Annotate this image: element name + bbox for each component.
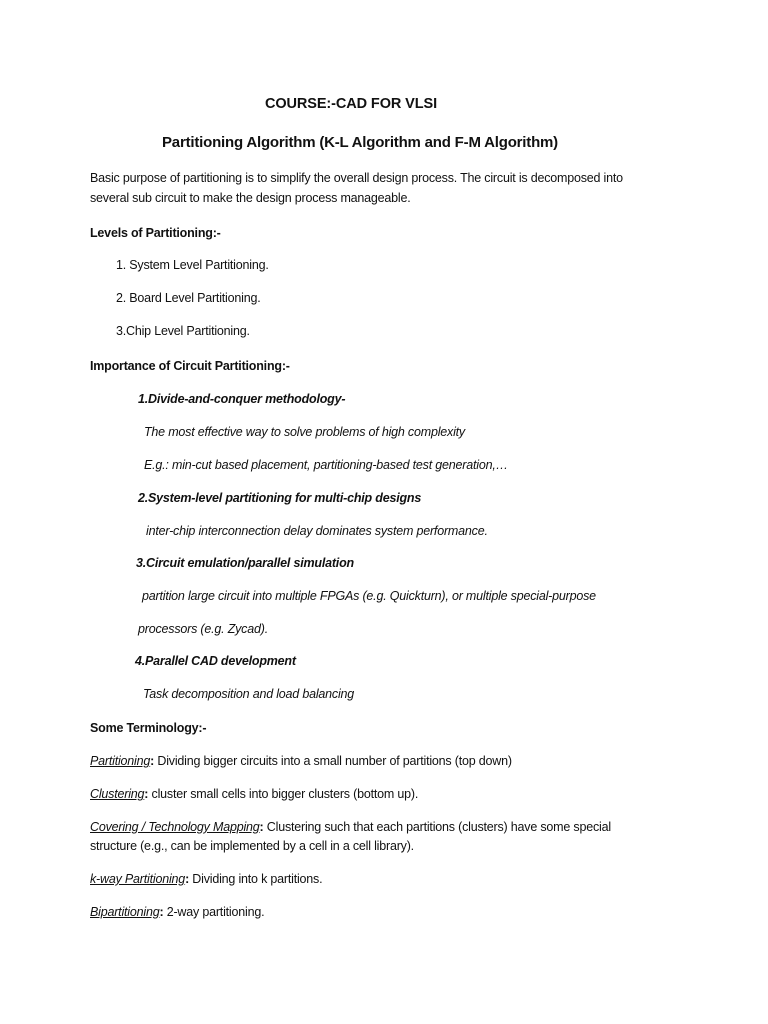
term-definition: Dividing bigger circuits into a small number of partitions (top down) <box>154 754 512 768</box>
levels-item-3: 3.Chip Level Partitioning. <box>116 324 250 338</box>
term-colon: : <box>259 820 264 834</box>
term-row-k-way <box>90 870 322 888</box>
levels-item-1: 1. System Level Partitioning. <box>116 258 269 272</box>
importance-item-3-line-1: partition large circuit into multiple FPGAs (e.g. Quickturn), or multiple special-purpose <box>142 589 596 603</box>
course-title: COURSE:-CAD FOR VLSI <box>265 96 438 112</box>
importance-item-4-line-1: Task decomposition and load balancing <box>143 687 355 701</box>
term-definition: Dividing into k partitions. <box>189 872 323 886</box>
term-row-clustering <box>90 785 418 803</box>
terminology-heading: Some Terminology:- <box>90 721 207 735</box>
term-colon: : <box>159 905 164 919</box>
term-label: Partitioning <box>90 754 151 768</box>
intro-line-1: Basic purpose of partitioning is to simplify the overall design process. The circuit is decomposed into <box>90 171 623 185</box>
term-definition: Clustering such that each partitions (clusters) have some special <box>263 820 611 834</box>
term-label: Bipartitioning <box>90 905 160 919</box>
levels-item-2: 2. Board Level Partitioning. <box>116 291 261 305</box>
term-label: k-way Partitioning <box>90 872 186 886</box>
importance-item-1-line-1: The most effective way to solve problems of high complexity <box>144 425 465 439</box>
importance-item-1-line-2: E.g.: min-cut based placement, partitioning-based test generation,… <box>144 458 508 472</box>
term-colon: : <box>144 787 149 801</box>
importance-item-2-line-1: inter-chip interconnection delay dominates system performance. <box>146 524 488 538</box>
term-label: Clustering <box>90 787 145 801</box>
importance-item-2-title: 2.System-level partitioning for multi-chip designs <box>138 491 422 505</box>
term-label: Covering / Technology Mapping <box>90 820 260 834</box>
importance-item-3-title: 3.Circuit emulation/parallel simulation <box>136 556 354 570</box>
term-definition: 2-way partitioning. <box>163 905 265 919</box>
document-title: Partitioning Algorithm (K-L Algorithm and F-M Algorithm) <box>162 134 558 151</box>
intro-line-2: several sub circuit to make the design process manageable. <box>90 191 411 205</box>
term-colon: : <box>150 754 155 768</box>
importance-heading: Importance of Circuit Partitioning:- <box>90 359 290 373</box>
term-row-covering <box>90 818 611 836</box>
levels-heading: Levels of Partitioning:- <box>90 226 221 240</box>
term-definition: cluster small cells into bigger clusters (bottom up). <box>148 787 419 801</box>
importance-item-3-line-2: processors (e.g. Zycad). <box>138 622 268 636</box>
importance-item-1-title: 1.Divide-and-conquer methodology- <box>138 392 346 406</box>
importance-item-4-title: 4.Parallel CAD development <box>135 654 296 668</box>
term-covering-definition-line-2: structure (e.g., can be implemented by a cell in a cell library). <box>90 839 414 853</box>
term-row-bipartitioning <box>90 903 264 921</box>
term-colon: : <box>185 872 190 886</box>
term-row-partitioning <box>90 752 512 770</box>
